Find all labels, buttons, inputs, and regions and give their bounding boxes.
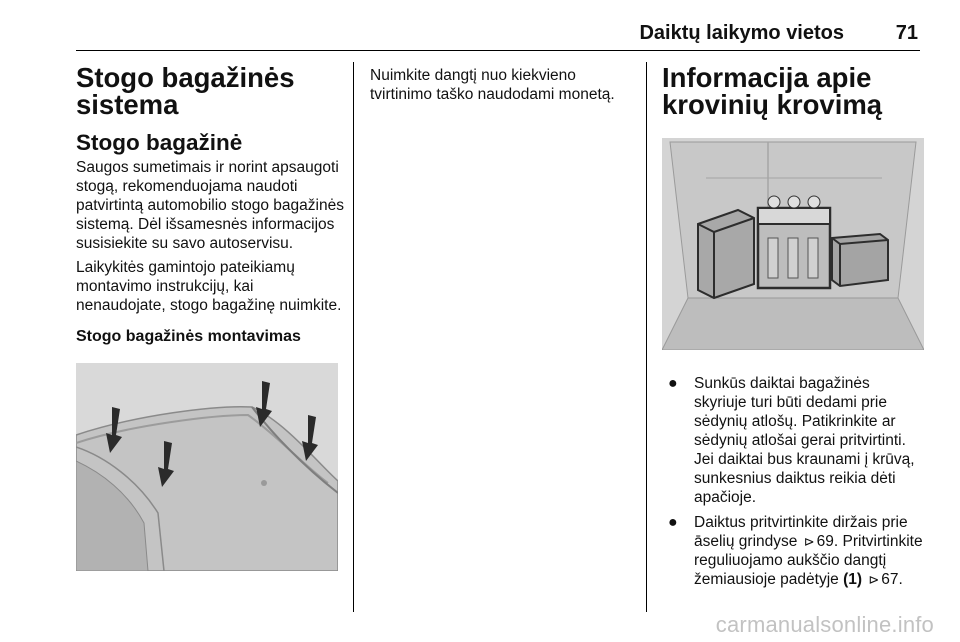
car-roof-illustration (76, 363, 338, 571)
page-reference-link[interactable]: 69 (816, 533, 834, 550)
page-number: 71 (895, 22, 918, 44)
list-item: ● Daiktus pritvirtinkite diržais prie āselių grindyse ⊳ 69. Pritvirtinkite reguliuojamo aukščio dangtį žemiausioje padėtyje (1) ⊳ 67. (668, 514, 923, 588)
bullet-icon: ● (668, 514, 678, 531)
bullet-list (662, 374, 926, 589)
section-heading: Informacija apie krovinių krovimą (662, 62, 883, 120)
subsection-heading: Stogo bagažinė (76, 130, 243, 155)
list-item-text: Daiktus pritvirtinkite diržais prie āselių grindyse (694, 514, 908, 550)
sub-subsection-heading: Stogo bagažinės montavimas (76, 328, 301, 345)
column-3 (662, 62, 926, 595)
column-1 (76, 62, 344, 571)
body-paragraph: Saugos sumetimais ir norint apsaugoti stogą, rekomenduojama naudoti patvirtintą automobilio stogo bagažinės sistemą. Dėl išsamesnės informacijos susisiekite su savo autoservisu. (76, 159, 344, 252)
cross-reference-icon: ⊳ (868, 572, 880, 587)
box-icon (698, 210, 754, 298)
callout-number: (1) (843, 571, 863, 588)
list-item-text: Sunkūs daiktai bagažinės skyriuje turi būti dedami prie sėdynių atlošų. Patikrinkite ar sėdynių atlošai gerai pritvirtinti. Jei daiktai bus kraunami į krūvą, sunkesnius daiktus reikia dėti apačioje. (694, 375, 915, 506)
cross-reference-icon: ⊳ (803, 534, 815, 549)
bottle-crate-icon (758, 196, 830, 288)
column-divider (646, 62, 647, 612)
list-item-text: Pritvirtinkite reguliuojamo aukščio dangtį žemiausioje padėtyje (694, 533, 923, 588)
running-header-title: Daiktų laikymo vietos (639, 22, 844, 44)
page-reference-link[interactable]: 67 (881, 571, 899, 588)
column-divider (353, 62, 354, 612)
list-item (662, 374, 926, 507)
bullet-icon: ● (668, 375, 678, 392)
section-heading: Stogo bagažinės sistema (76, 62, 295, 120)
cargo-boxes-illustration (662, 138, 924, 350)
trunk-loading-illustration (662, 138, 924, 350)
watermark: carmanualsonline.info (715, 612, 934, 637)
body-paragraph: Laikykitės gamintojo pateikiamų montavimo instrukcijų, kai nenaudojate, stogo bagažinę nuimkite. (76, 259, 342, 314)
column-2 (370, 62, 638, 109)
header-rule (76, 50, 920, 51)
body-paragraph: Nuimkite dangtį nuo kiekvieno tvirtinimo taško naudodami monetą. (370, 67, 615, 103)
roof-rack-mounting-illustration (76, 363, 338, 571)
box-icon (832, 234, 888, 286)
